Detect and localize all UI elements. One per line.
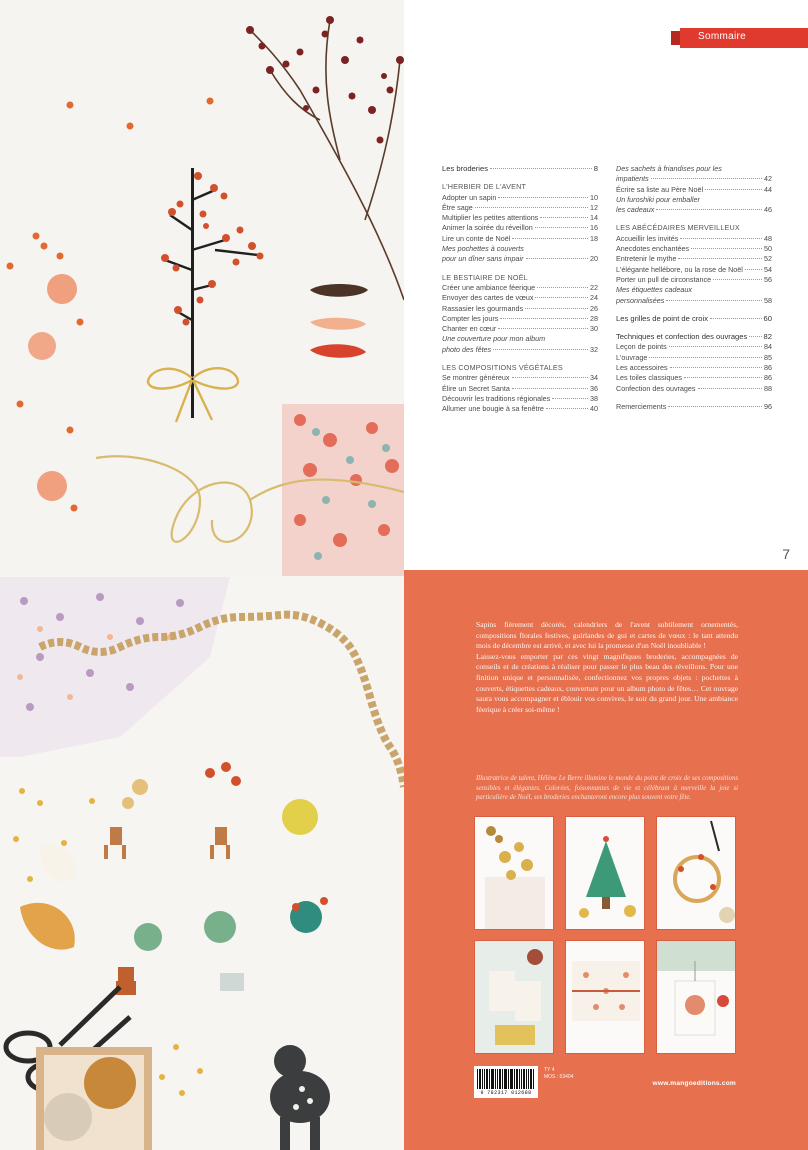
toc-entry — [442, 334, 598, 344]
toc-entry-title: LES ABÉCÉDAIRES MERVEILLEUX — [616, 223, 740, 233]
toc-entry-title: LES COMPOSITIONS VÉGÉTALES — [442, 363, 563, 373]
author-about: Illustratrice de talent, Hélène Le Berre illumine le monde du point de croix de ses compositions sensibles et élégantes. Colorées, foisonnantes de vie et célébrant à merveille la joie si particulière de Noël, ses broderies enchanteront encore plus souvent votre fête. — [476, 775, 738, 802]
toc-entry-title: Chanter en cœur — [442, 324, 497, 334]
toc-entry-title: Mes pochettes à couverts — [442, 244, 524, 254]
toc-entry — [616, 314, 772, 324]
toc-entry-page: 44 — [764, 184, 772, 194]
toc-entry-title: impatients — [616, 174, 649, 184]
toc-leader-dots — [713, 279, 762, 280]
toc-leader-dots — [512, 377, 588, 378]
thumbnail-gift-wrap — [565, 940, 645, 1054]
toc-entry — [442, 164, 598, 174]
toc-entry-title: Remerciements — [616, 401, 667, 411]
toc-entry-page: 56 — [764, 274, 772, 284]
toc-entry-title: personnalisées — [616, 295, 665, 305]
toc-entry — [616, 244, 772, 254]
toc-entry-title: Les accessoires — [616, 363, 668, 373]
toc-entry-page: 82 — [763, 332, 772, 342]
toc-entry-page: 22 — [590, 282, 598, 292]
toc-leader-dots — [512, 238, 588, 239]
toc-entry-page: 60 — [763, 313, 772, 323]
toc-leader-dots — [669, 346, 762, 347]
toc-entry-title: Allumer une bougie à sa fenêtre — [442, 404, 544, 414]
toc-entry — [442, 283, 598, 293]
page-number: 7 — [782, 546, 790, 562]
toc-entry-title: Se montrer généreux — [442, 373, 510, 383]
toc-leader-dots — [670, 367, 762, 368]
toc-entry — [442, 254, 598, 264]
thumbnail-wreath — [656, 816, 736, 930]
toc-entry-title: Anecdotes enchantées — [616, 244, 690, 254]
toc-leader-dots — [537, 287, 588, 288]
toc-entry-title: LE BESTIAIRE DE NOËL — [442, 272, 528, 282]
toc-leader-dots — [649, 357, 762, 358]
toc-entry — [616, 254, 772, 264]
toc-leader-dots — [540, 217, 588, 218]
toc-section-heading — [442, 273, 598, 283]
toc-leader-dots — [525, 308, 588, 309]
toc-entry-title: Adopter un sapin — [442, 192, 497, 202]
toc-entry-page: 38 — [590, 393, 598, 403]
toc-entry-page: 86 — [764, 363, 772, 373]
toc-entry — [442, 213, 598, 223]
toc-entry-page: 28 — [590, 313, 598, 323]
toc-entry-page: 26 — [590, 303, 598, 313]
toc-leader-dots — [500, 318, 588, 319]
toc-entry-title: Un furoshiki pour emballer — [616, 194, 700, 204]
toc-entry-title: Multiplier les petites attentions — [442, 213, 539, 223]
toc-entry-title: Confection des ouvrages — [616, 383, 696, 393]
toc-entry — [616, 205, 772, 215]
toc-entry-title: Découvrir les traditions régionales — [442, 393, 551, 403]
toc-entry-title: Être sage — [442, 202, 473, 212]
toc-entry-title: Une couverture pour mon album — [442, 334, 546, 344]
toc-entry-title: pour un dîner sans impair — [442, 254, 524, 264]
toc-entry — [442, 293, 598, 303]
toc-entry-title: Envoyer des cartes de vœux — [442, 293, 534, 303]
thumbnail-napkin-gold-leaves — [474, 816, 554, 930]
toc-spacer — [616, 324, 772, 332]
toc-leader-dots — [705, 189, 762, 190]
toc-entry-page: 85 — [764, 352, 772, 362]
toc-entry-title: Entretenir le mythe — [616, 254, 677, 264]
toc-entry-title: photo des fêtes — [442, 344, 492, 354]
toc-leader-dots — [546, 408, 588, 409]
toc-entry-page: 16 — [590, 223, 598, 233]
toc-entry-title: Animer la soirée du réveillon — [442, 223, 533, 233]
contents-page — [404, 0, 808, 570]
toc-entry-title: Porter un pull de circonstance — [616, 274, 712, 284]
toc-entry-page: 20 — [590, 254, 598, 264]
toc-spacer — [616, 394, 772, 402]
toc-entry-page: 18 — [590, 233, 598, 243]
toc-entry-page: 54 — [764, 264, 772, 274]
toc-leader-dots — [691, 248, 762, 249]
toc-entry — [616, 353, 772, 363]
toc-leader-dots — [526, 258, 588, 259]
toc-entry-page: 32 — [590, 344, 598, 354]
toc-entry — [616, 234, 772, 244]
toc-entry-title: L'élégante hellébore, ou la rose de Noël — [616, 264, 743, 274]
toc-entry — [442, 314, 598, 324]
toc-entry-title: Rassasier les gourmands — [442, 303, 524, 313]
toc-entry-page: 58 — [764, 295, 772, 305]
toc-entry-page: 36 — [590, 383, 598, 393]
toc-entry — [616, 195, 772, 205]
toc-spacer — [442, 265, 598, 273]
back-cover — [404, 570, 808, 1150]
toc-entry — [616, 384, 772, 394]
toc-entry-page: 48 — [764, 233, 772, 243]
toc-entry-page: 46 — [764, 205, 772, 215]
toc-entry — [442, 345, 598, 355]
photo-cross-stitch-animals — [0, 577, 404, 1150]
toc-leader-dots — [749, 336, 761, 337]
price-code-line-1: TY 4 — [544, 1067, 555, 1073]
toc-entry-page: 14 — [590, 213, 598, 223]
toc-entry-title: Élire un Secret Santa — [442, 383, 510, 393]
toc-leader-dots — [680, 238, 762, 239]
thumbnail-christmas-tree — [565, 816, 645, 930]
toc-leader-dots — [745, 269, 762, 270]
toc-entry — [442, 394, 598, 404]
thumbnail-gift-tags — [656, 940, 736, 1054]
toc-leader-dots — [552, 398, 588, 399]
toc-entry-page: 88 — [764, 383, 772, 393]
toc-entry-title: Leçon de points — [616, 342, 667, 352]
toc-entry-title: Compter les jours — [442, 313, 499, 323]
barcode-bars — [477, 1069, 535, 1089]
toc-entry-page: 50 — [764, 244, 772, 254]
toc-entry-page: 34 — [590, 373, 598, 383]
toc-entry — [442, 384, 598, 394]
toc-entry-page: 10 — [590, 192, 598, 202]
toc-spacer — [616, 306, 772, 314]
toc-entry-title: L'ouvrage — [616, 352, 648, 362]
toc-section-heading — [442, 363, 598, 373]
toc-entry-title: Les toiles classiques — [616, 373, 682, 383]
blurb-paragraph-1: Sapins fièrement décorés, calendriers de l'avent subtilement ornementés, compositions florales festives, guirlandes de gui et cartes de vœux : le tant attendu mois de décembre est arrivé, et avec lui la promesse d'un Noël inoubliable ! — [476, 620, 738, 651]
toc-section-heading — [616, 223, 772, 233]
toc-left-column — [442, 164, 598, 415]
toc-spacer — [616, 215, 772, 223]
price-code-line-2: MOS : 53404 — [544, 1074, 574, 1080]
toc-right-column — [616, 164, 772, 412]
toc-entry — [442, 304, 598, 314]
toc-section-heading — [442, 182, 598, 192]
toc-entry-page: 86 — [764, 373, 772, 383]
toc-entry — [616, 164, 772, 174]
blurb-paragraph-2: Laissez-vous emporter par ces vingt magnifiques broderies, accompagnées de conseils et de créations à réaliser pour passer le plus beau des réveillons. Pour une finition unique et personnalisée, confectionnez vos propres objets : pochettes à couverts, étiquettes cadeaux, couverture pour un album photo de fêtes… Cet ouvrage saura vous accompagner et éblouir vos convives, le soir du grand jour. Une ambiance féerique à créer soi-même ! — [476, 651, 738, 714]
toc-entry — [442, 203, 598, 213]
photo-berry-branch-embroidery — [0, 0, 404, 577]
toc-entry-title: Accueillir les invités — [616, 233, 679, 243]
price-code — [544, 1067, 573, 1081]
toc-leader-dots — [666, 300, 762, 301]
toc-entry-page: 12 — [590, 202, 598, 212]
toc-spacer — [442, 174, 598, 182]
toc-entry-page: 84 — [764, 342, 772, 352]
toc-entry — [616, 296, 772, 306]
toc-entry — [616, 373, 772, 383]
toc-leader-dots — [678, 258, 762, 259]
toc-entry — [616, 185, 772, 195]
toc-entry — [616, 363, 772, 373]
toc-entry — [616, 332, 772, 342]
toc-entry-page: 52 — [764, 254, 772, 264]
toc-entry-page: 42 — [764, 174, 772, 184]
toc-entry — [442, 373, 598, 383]
toc-entry — [442, 193, 598, 203]
toc-leader-dots — [684, 377, 762, 378]
toc-entry — [442, 244, 598, 254]
toc-entry-title: Lire un conte de Noël — [442, 233, 511, 243]
toc-entry-page: 96 — [764, 401, 772, 411]
toc-leader-dots — [512, 388, 588, 389]
toc-entry-title: Créer une ambiance féerique — [442, 282, 536, 292]
toc-leader-dots — [535, 297, 588, 298]
toc-entry-title: les cadeaux — [616, 205, 655, 215]
sommaire-label: Sommaire — [698, 31, 746, 42]
toc-entry-page: 8 — [593, 164, 598, 173]
toc-entry-page: 40 — [590, 404, 598, 414]
toc-entry-title: Mes étiquettes cadeaux — [616, 285, 692, 295]
toc-entry — [616, 265, 772, 275]
toc-entry — [616, 275, 772, 285]
toc-leader-dots — [668, 406, 762, 407]
toc-entry — [442, 234, 598, 244]
toc-entry-title: Des sachets à friandises pour les — [616, 164, 722, 173]
toc-entry — [616, 402, 772, 412]
toc-leader-dots — [493, 349, 588, 350]
toc-leader-dots — [698, 388, 762, 389]
toc-leader-dots — [535, 227, 588, 228]
toc-entry-title: Les broderies — [442, 164, 489, 173]
thumbnail-cutlery-pouches — [474, 940, 554, 1054]
toc-leader-dots — [498, 197, 588, 198]
sommaire-tab — [680, 28, 808, 48]
toc-entry-title: Techniques et confection des ouvrages — [616, 332, 748, 342]
toc-entry — [442, 404, 598, 414]
toc-spacer — [442, 355, 598, 363]
toc-leader-dots — [710, 318, 762, 319]
toc-entry-title: L'HERBIER DE L'AVENT — [442, 182, 527, 192]
toc-entry — [442, 324, 598, 334]
toc-entry-title: Les grilles de point de croix — [616, 313, 709, 323]
toc-entry — [616, 174, 772, 184]
toc-entry-page: 30 — [590, 324, 598, 334]
barcode-number: 9 782317 012688 — [480, 1090, 532, 1096]
toc-entry — [442, 223, 598, 233]
toc-leader-dots — [490, 168, 592, 169]
toc-entry-title: Écrire sa liste au Père Noël — [616, 184, 704, 194]
toc-leader-dots — [498, 328, 588, 329]
barcode — [474, 1066, 538, 1098]
toc-entry — [616, 342, 772, 352]
toc-leader-dots — [651, 178, 762, 179]
toc-entry-page: 24 — [590, 293, 598, 303]
back-cover-blurb — [476, 620, 738, 715]
toc-leader-dots — [656, 209, 762, 210]
publisher-url: www.mangoeditions.com — [652, 1080, 736, 1087]
toc-entry — [616, 285, 772, 295]
toc-leader-dots — [475, 207, 588, 208]
